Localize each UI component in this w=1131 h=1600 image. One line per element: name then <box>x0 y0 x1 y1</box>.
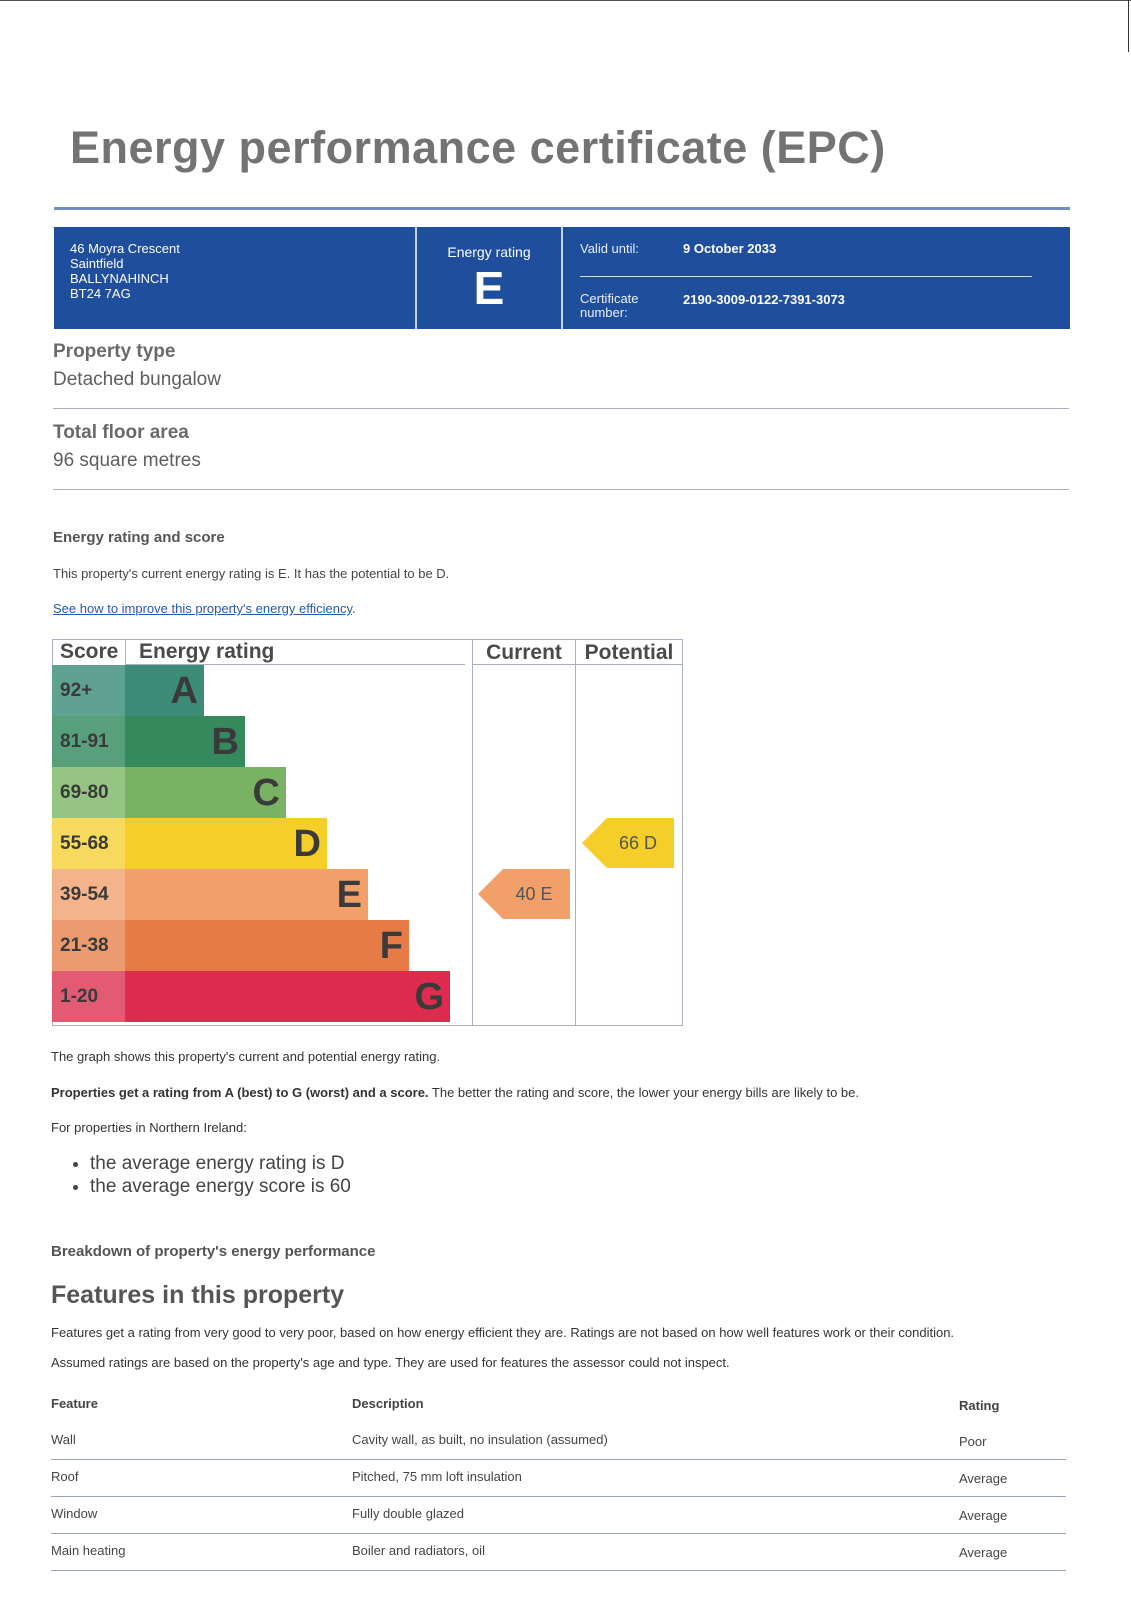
address-line: 46 Moyra Crescent <box>70 241 180 256</box>
table-cell-description: Boiler and radiators, oil <box>352 1543 485 1558</box>
certificate-number-value: 2190-3009-0122-7391-3073 <box>683 292 845 307</box>
features-heading: Features in this property <box>51 1281 345 1309</box>
rating-column-header: Rating <box>959 1398 1000 1413</box>
rating-band-c <box>52 767 472 818</box>
rating-band-g <box>52 971 472 1022</box>
property-address <box>70 241 180 301</box>
table-cell-feature: Window <box>51 1506 98 1521</box>
valid-until-label: Valid until: <box>580 241 640 256</box>
rating-band-e <box>52 869 472 920</box>
band-score-label: 69-80 <box>52 767 125 818</box>
band-score-label: 55-68 <box>52 818 125 869</box>
rating-band-d <box>52 818 472 869</box>
energy-rating-letter: E <box>473 262 505 314</box>
band-letter: B <box>211 721 239 763</box>
band-bar <box>125 920 409 971</box>
table-row-rule <box>51 1459 1066 1460</box>
band-bar <box>125 767 286 818</box>
band-score-label: 1-20 <box>52 971 125 1022</box>
improve-link-wrap <box>53 601 356 616</box>
energy-rating-graph <box>52 639 683 1026</box>
band-bar <box>125 869 368 920</box>
banner-inner-rule <box>580 276 1032 277</box>
floor-area-value: 96 square metres <box>53 450 201 471</box>
page-title: Energy performance certificate (EPC) <box>70 122 886 173</box>
band-score-label: 81-91 <box>52 716 125 767</box>
title-rule <box>54 207 1070 210</box>
graph-border-bottom <box>52 1025 683 1026</box>
banner-divider <box>561 227 563 329</box>
score-column-header: Score <box>60 640 119 663</box>
band-letter: G <box>414 976 444 1018</box>
energy-rating-label: Energy rating <box>447 244 531 260</box>
band-bar <box>125 665 204 716</box>
table-row-rule <box>51 1533 1066 1534</box>
table-cell-description: Fully double glazed <box>352 1506 465 1521</box>
table-cell-rating: Poor <box>959 1434 987 1449</box>
certificate-number-label <box>580 292 639 320</box>
list-item: • the average energy score is 60 <box>90 1175 351 1198</box>
rating-column-header: Energy rating <box>139 640 275 663</box>
potential-rating-arrow <box>582 818 674 868</box>
link-suffix: . <box>351 601 356 616</box>
band-letter: D <box>293 823 321 865</box>
graph-column-rule <box>125 639 126 665</box>
features-intro-2: Assumed ratings are based on the property's age and type. They are used for features the assessor could not inspect. <box>51 1355 730 1370</box>
graph-border-right <box>682 639 683 1026</box>
table-cell-feature: Wall <box>51 1432 76 1447</box>
band-letter: C <box>252 772 280 814</box>
breakdown-heading: Breakdown of property's energy performance <box>51 1243 376 1260</box>
band-letter: E <box>336 874 362 916</box>
table-cell-feature: Roof <box>51 1469 79 1484</box>
address-line: BT24 7AG <box>70 286 131 301</box>
table-cell-rating: Average <box>959 1508 1008 1523</box>
list-item: • the average energy rating is D <box>90 1152 351 1175</box>
valid-until-value: 9 October 2033 <box>683 241 777 256</box>
current-rating-arrow <box>478 869 570 919</box>
energy-rating-summary: This property's current energy rating is E. It has the potential to be D. <box>53 566 450 581</box>
table-row-rule <box>51 1496 1066 1497</box>
band-score-label: 92+ <box>52 665 125 716</box>
table-cell-description: Cavity wall, as built, no insulation (assumed) <box>352 1432 608 1447</box>
graph-column-rule <box>472 639 473 1026</box>
band-letter: F <box>379 925 403 967</box>
band-score-label: 39-54 <box>52 869 125 920</box>
rating-band-a <box>52 665 472 716</box>
ni-averages-list <box>70 1152 351 1198</box>
band-letter: A <box>170 670 198 712</box>
graph-column-rule <box>575 639 576 1026</box>
feature-column-header: Feature <box>51 1396 98 1411</box>
section-rule <box>53 489 1069 490</box>
certificate-label-line: Certificate <box>580 291 639 306</box>
improve-efficiency-link[interactable]: See how to improve this property's energy efficiency <box>53 601 352 616</box>
table-cell-feature: Main heating <box>51 1543 126 1558</box>
page-right-edge <box>1128 0 1129 52</box>
summary-banner <box>54 227 1070 329</box>
graph-note: The graph shows this property's current and potential energy rating. <box>51 1049 441 1064</box>
floor-area-label: Total floor area <box>53 422 189 443</box>
potential-column-header: Potential <box>584 641 674 664</box>
description-column-header: Description <box>352 1396 424 1411</box>
address-line: Saintfield <box>70 256 124 271</box>
rating-band-b <box>52 716 472 767</box>
property-type-label: Property type <box>53 341 176 362</box>
band-bar <box>125 818 327 869</box>
page-top-edge <box>0 0 1131 1</box>
features-intro-1: Features get a rating from very good to very poor, based on how energy efficient they are. Ratings are not based on how well features work or their condition. <box>51 1325 955 1340</box>
band-score-label: 21-38 <box>52 920 125 971</box>
rating-explanation-rest: The better the rating and score, the lower your energy bills are likely to be. <box>428 1085 859 1100</box>
current-rating-arrow-label: 40 E <box>515 884 553 904</box>
table-cell-description: Pitched, 75 mm loft insulation <box>352 1469 522 1484</box>
certificate-label-line: number: <box>580 305 628 320</box>
current-column-header: Current <box>486 641 562 664</box>
ni-intro: For properties in Northern Ireland: <box>51 1120 247 1135</box>
rating-band-f <box>52 920 472 971</box>
potential-rating-arrow-label: 66 D <box>618 833 658 853</box>
table-cell-rating: Average <box>959 1471 1008 1486</box>
rating-explanation <box>51 1085 859 1100</box>
property-type-value: Detached bungalow <box>53 369 221 390</box>
section-rule <box>53 408 1069 409</box>
address-line: BALLYNAHINCH <box>70 271 169 286</box>
table-cell-rating: Average <box>959 1545 1008 1560</box>
band-bar <box>125 971 450 1022</box>
rating-explanation-bold: Properties get a rating from A (best) to G (worst) and a score. <box>51 1085 429 1100</box>
energy-rating-heading: Energy rating and score <box>53 529 225 546</box>
table-row-rule <box>51 1570 1066 1571</box>
band-bar <box>125 716 245 767</box>
